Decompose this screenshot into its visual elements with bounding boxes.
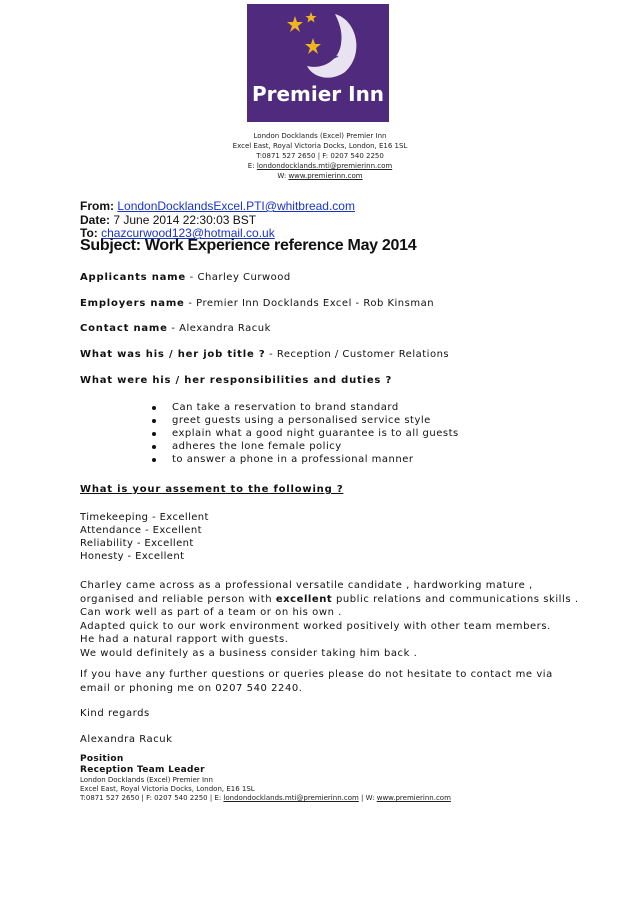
date-label: Date: xyxy=(80,213,114,227)
bullet-icon xyxy=(152,445,156,449)
rating-item: Honesty - Excellent xyxy=(80,551,185,562)
to-email-link[interactable]: chazcurwood123@hotmail.co.uk xyxy=(101,226,275,240)
employer-row xyxy=(80,298,434,309)
bullet-icon xyxy=(152,419,156,423)
hotel-email-link[interactable]: londondocklands.mti@premierinn.com xyxy=(256,162,393,170)
subject-line: Subject: Work Experience reference May 2014 xyxy=(80,237,417,254)
body-line: email or phoning me on 0207 540 2240. xyxy=(80,682,303,694)
body-emphasis: excellent xyxy=(275,593,333,605)
list-item xyxy=(152,401,459,414)
body-text: organised and reliable person with xyxy=(80,593,276,605)
duty-text: to answer a phone in a professional manner xyxy=(172,454,414,465)
body-line xyxy=(80,593,579,607)
duty-text: greet guests using a personalised service style xyxy=(172,415,431,426)
from-row xyxy=(80,199,355,213)
applicant-value: - Charley Curwood xyxy=(186,272,291,283)
address-line: Excel East, Royal Victoria Docks, London, E16 1SL xyxy=(232,142,408,150)
footer-address-line: London Docklands (Excel) Premier Inn xyxy=(80,776,213,784)
body-line: Adapted quick to our work environment worked positively with other team members. xyxy=(80,620,551,632)
email-prefix: E: xyxy=(247,162,257,170)
contact-row xyxy=(80,323,271,334)
body-line: If you have any further questions or queries please do not hesitate to contact me via xyxy=(80,669,553,680)
footer-web-link[interactable]: www.premierinn.com xyxy=(376,794,451,802)
duties-label: What were his / her responsibilities and duties ? xyxy=(80,375,393,386)
employer-label: Employers name xyxy=(80,298,185,309)
from-label: From: xyxy=(80,199,118,213)
body-line: We would definitely as a business consider taking him back . xyxy=(80,647,418,659)
address-phone: T:0871 527 2650 | F: 0207 540 2250 xyxy=(256,152,384,160)
rating-item: Reliability - Excellent xyxy=(80,538,194,549)
duty-text: adheres the lone female policy xyxy=(172,441,342,452)
signature-name: Alexandra Racuk xyxy=(80,733,173,745)
address-line: London Docklands (Excel) Premier Inn xyxy=(253,132,387,140)
to-label: To: xyxy=(80,226,102,240)
body-line: Charley came across as a professional versatile candidate , hardworking mature , xyxy=(80,580,533,591)
footer-email-link[interactable]: londondocklands.mti@premierinn.com xyxy=(223,794,359,802)
premier-inn-logo xyxy=(247,4,389,122)
list-item xyxy=(152,427,459,440)
contact-value: - Alexandra Racuk xyxy=(167,323,271,334)
job-title-row xyxy=(80,349,449,360)
rating-item: Attendance - Excellent xyxy=(80,525,202,536)
web-prefix: W: xyxy=(277,172,289,180)
reference-body xyxy=(80,579,579,746)
list-item xyxy=(152,440,459,453)
bullet-icon xyxy=(152,432,156,436)
duties-heading xyxy=(80,375,392,386)
bullet-icon xyxy=(152,406,156,410)
position-title: Reception Team Leader xyxy=(80,765,205,775)
footer-address-line: Excel East, Royal Victoria Docks, London, E16 1SL xyxy=(80,785,255,793)
position-label: Position xyxy=(80,754,124,764)
footer-phone: T:0871 527 2650 | F: 0207 540 2250 | E: xyxy=(80,794,224,802)
hotel-address xyxy=(160,131,480,181)
body-text: public relations and communications skills . xyxy=(332,593,579,605)
footer-web-prefix: | W: xyxy=(358,794,377,802)
duties-list xyxy=(152,401,459,466)
job-title-label: What was his / her job title ? xyxy=(80,349,266,360)
applicant-row xyxy=(80,272,291,283)
duty-text: explain what a good night guarantee is to all guests xyxy=(172,428,459,439)
closing: Kind regards xyxy=(80,708,150,719)
list-item xyxy=(152,414,459,427)
date-row xyxy=(80,213,256,227)
duty-text: Can take a reservation to brand standard xyxy=(172,402,399,413)
rating-item: Timekeeping - Excellent xyxy=(80,512,209,523)
moon-logo-icon xyxy=(247,4,389,122)
ratings-list xyxy=(80,511,209,563)
body-line: He had a natural rapport with guests. xyxy=(80,634,289,645)
hotel-web-link[interactable]: www.premierinn.com xyxy=(288,172,363,180)
bullet-icon xyxy=(152,458,156,462)
email-signature xyxy=(80,754,451,803)
contact-label: Contact name xyxy=(80,323,168,334)
list-item xyxy=(152,453,459,466)
job-title-value: - Reception / Customer Relations xyxy=(265,349,450,360)
brand-name: Premier Inn xyxy=(251,82,385,106)
body-line: Can work well as part of a team or on his own . xyxy=(80,607,342,618)
applicant-label: Applicants name xyxy=(80,272,186,283)
assessment-label: What is your assement to the following ? xyxy=(80,484,344,495)
date-value: 7 June 2014 22:30:03 BST xyxy=(113,213,257,227)
assessment-heading xyxy=(80,484,343,495)
from-email-link[interactable]: LondonDocklandsExcel.PTI@whitbread.com xyxy=(117,199,355,213)
employer-value: - Premier Inn Docklands Excel - Rob Kinsman xyxy=(184,298,435,309)
